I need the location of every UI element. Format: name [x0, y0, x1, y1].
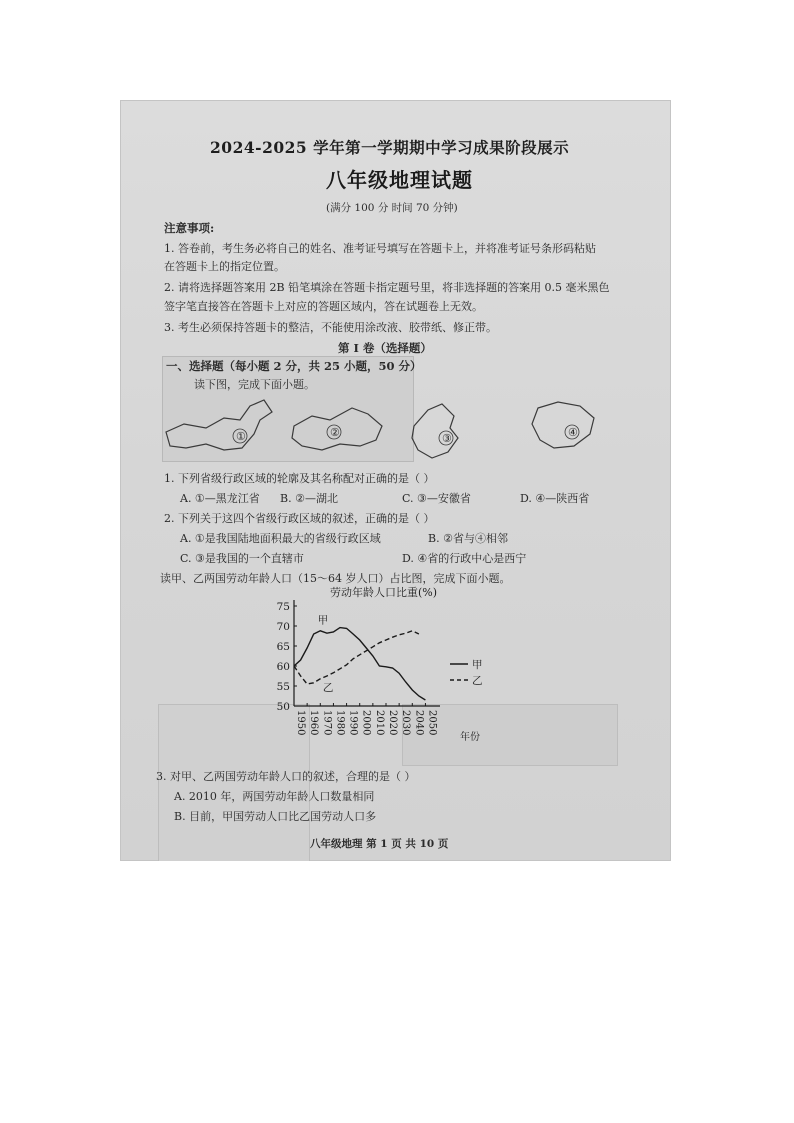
notice-line-4: 签字笔直接答在答题卡上对应的答题区域内，答在试题卷上无效。	[164, 300, 483, 313]
x-tick-label: 1970	[321, 710, 333, 736]
x-tick-label: 2010	[373, 710, 385, 736]
map-label-3: ③	[442, 432, 452, 445]
x-tick-label: 1980	[334, 710, 346, 736]
map-label-1: ①	[236, 430, 246, 443]
section-heading: 一、选择题（每小题 2 分，共 25 小题，50 分）	[166, 359, 422, 373]
legend-label-乙: 乙	[472, 675, 483, 687]
labor-age-chart	[260, 578, 520, 748]
chart-x-ticks	[294, 703, 437, 735]
y-tick-label: 50	[276, 701, 290, 713]
exam-paper	[120, 100, 671, 861]
question-1-option-b: B. ②—湖北	[280, 492, 338, 505]
question-1-option-d: D. ④—陕西省	[520, 492, 590, 505]
chart-legend	[450, 659, 483, 687]
question-1-option-a: A. ①—黑龙江省	[180, 492, 260, 505]
y-tick-label: 75	[276, 601, 290, 613]
y-tick-label: 70	[276, 621, 290, 633]
series-label-甲: 甲	[317, 614, 329, 627]
y-tick-label: 60	[276, 661, 290, 673]
exam-title: 2024-2025 学年第一学期期中学习成果阶段展示	[210, 138, 570, 157]
question-3-option-b: B. 目前，甲国劳动人口比乙国劳动人口多	[174, 810, 377, 823]
x-tick-label: 1950	[295, 710, 306, 736]
notice-line-2: 在答题卡上的指定位置。	[164, 260, 285, 273]
province-outline-4	[532, 402, 594, 448]
question-2-option-d: D. ④省的行政中心是西宁	[402, 552, 527, 565]
map-label-2: ②	[330, 426, 340, 439]
question-1-stem: 1. 下列省级行政区域的轮廓及其名称配对正确的是（ ）	[164, 472, 435, 485]
x-tick-label: 2030	[400, 710, 412, 736]
question-2-option-b: B. ②省与④相邻	[428, 532, 508, 545]
chart-series	[294, 615, 425, 700]
map-intro: 读下图，完成下面小题。	[194, 378, 315, 391]
legend-label-甲: 甲	[472, 659, 483, 671]
province-outline-1	[166, 400, 272, 450]
page-footer: 八年级地理 第 1 页 共 10 页	[310, 838, 449, 850]
chart-x-label: 年份	[460, 732, 480, 743]
notice-line-1: 1. 答卷前，考生务必将自己的姓名、准考证号填写在答题卡上，并将准考证号条形码粘贴	[164, 242, 596, 255]
question-2-stem: 2. 下列关于这四个省级行政区域的叙述，正确的是（ ）	[164, 512, 435, 525]
part-one-heading: 第 I 卷（选择题）	[338, 341, 432, 355]
chart-axes	[294, 600, 440, 706]
question-2-option-c: C. ③是我国的一个直辖市	[180, 552, 304, 565]
series-line-乙	[294, 631, 419, 684]
x-tick-label: 2050	[426, 710, 438, 736]
score-and-time: (满分 100 分 时间 70 分钟)	[326, 202, 458, 214]
province-outlines	[162, 390, 632, 470]
chart-intro: 读甲、乙两国劳动年龄人口（15～64 岁人口）占比图，完成下面小题。	[160, 572, 511, 585]
series-line-甲	[294, 628, 425, 700]
series-label-乙: 乙	[322, 681, 334, 694]
x-tick-label: 2000	[360, 710, 372, 736]
province-outline-3	[412, 404, 458, 458]
x-tick-label: 1990	[347, 710, 359, 736]
notice-line-3: 2. 请将选择题答案用 2B 铅笔填涂在答题卡指定题号里，将非选择题的答案用 0.5 毫米黑色	[164, 281, 610, 294]
y-tick-label: 65	[276, 641, 290, 653]
y-tick-label: 55	[276, 681, 290, 693]
question-1-option-c: C. ③—安徽省	[402, 492, 471, 505]
x-tick-label: 1960	[308, 710, 320, 736]
exam-subtitle: 八年级地理试题	[326, 168, 473, 192]
x-tick-label: 2040	[413, 710, 425, 736]
x-tick-label: 2020	[387, 710, 398, 736]
map-label-4: ④	[568, 426, 578, 439]
question-3-option-a: A. 2010 年，两国劳动年龄人口数量相同	[174, 790, 375, 803]
chart-title: 劳动年龄人口比重(%)	[330, 586, 438, 599]
question-3-stem: 3. 对甲、乙两国劳动年龄人口的叙述，合理的是（ ）	[156, 770, 416, 783]
notice-line-5: 3. 考生必须保持答题卡的整洁，不能使用涂改液、胶带纸、修正带。	[164, 321, 497, 334]
notice-heading: 注意事项:	[164, 221, 215, 235]
question-2-option-a: A. ①是我国陆地面积最大的省级行政区域	[180, 532, 381, 545]
